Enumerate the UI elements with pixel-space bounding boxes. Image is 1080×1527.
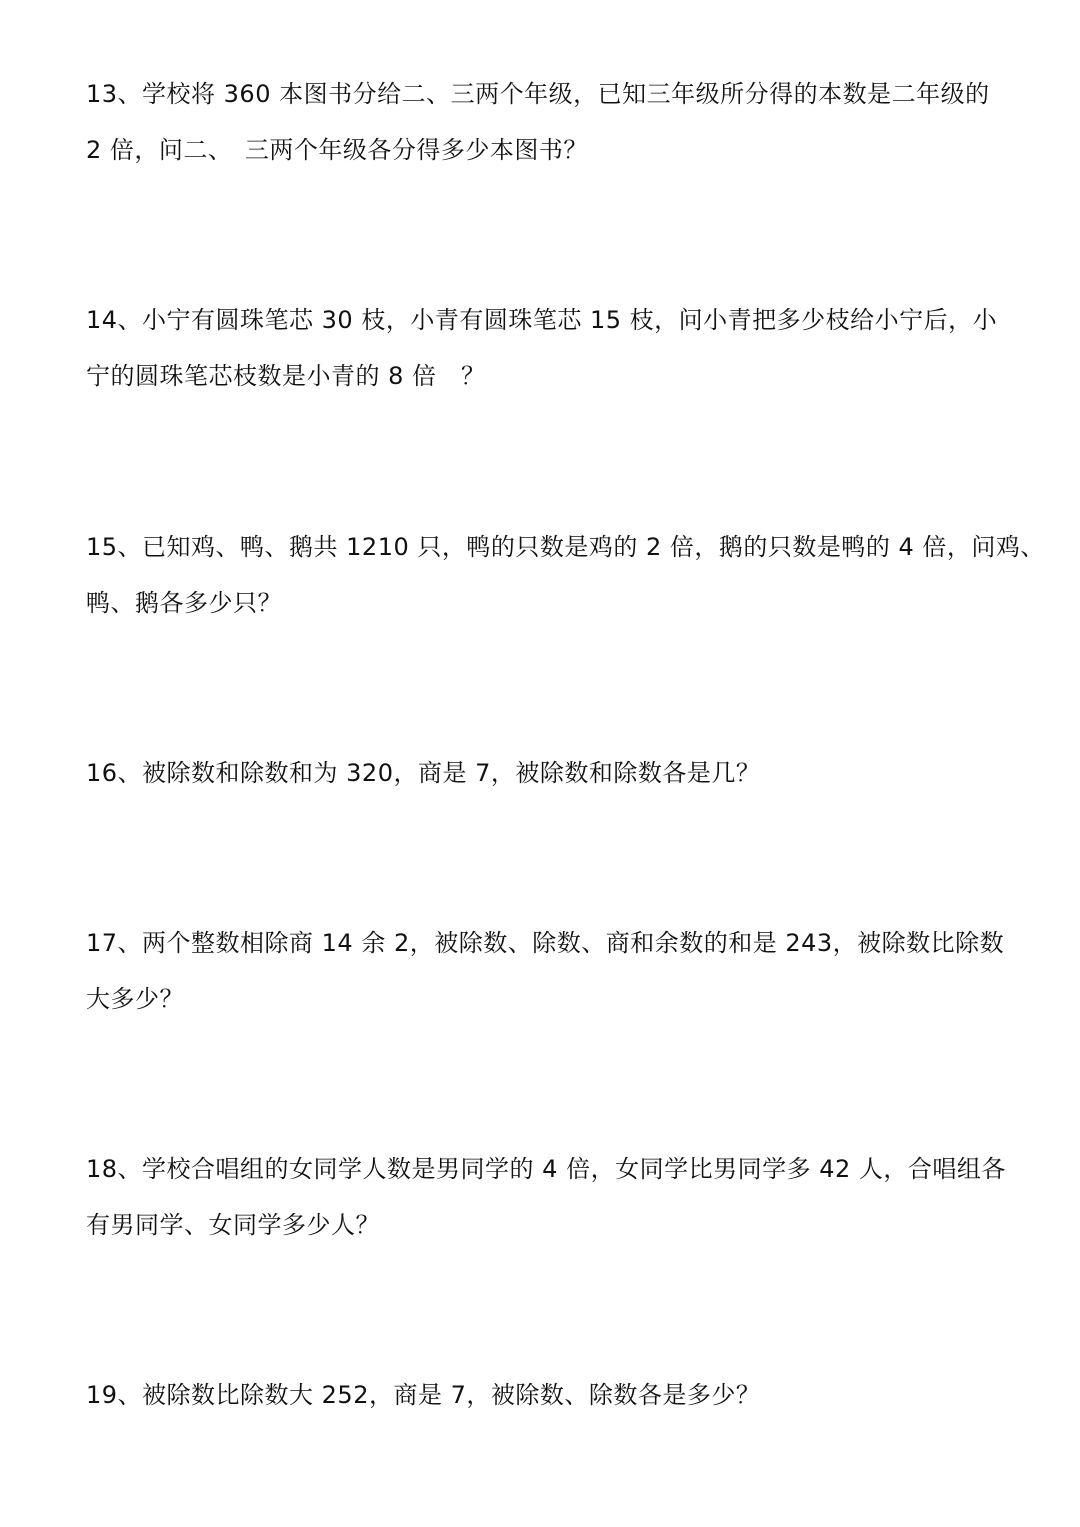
problem-14-line-2: 宁的圆珠笔芯枝数是小青的 8 倍 ？ — [86, 362, 486, 390]
problem-14-line-1: 14、小宁有圆珠笔芯 30 枝，小青有圆珠笔芯 15 枝，问小青把多少枝给小宁后，小 — [86, 306, 998, 334]
problem-16-line-1: 16、被除数和除数和为 320，商是 7，被除数和除数各是几？ — [86, 759, 761, 787]
problem-15 — [86, 519, 1045, 631]
problem-15-line-2: 鸭、鹅各多少只？ — [86, 589, 282, 617]
problem-18-line-2: 有男同学、女同学多少人？ — [86, 1211, 380, 1239]
problem-18 — [86, 1141, 1006, 1253]
problem-17 — [86, 915, 1006, 1027]
problem-15-line-1: 15、已知鸡、鸭、鹅共 1210 只，鸭的只数是鸡的 2 倍，鹅的只数是鸭的 4 倍，问鸡、 — [86, 533, 1045, 561]
problem-19-line-1: 19、被除数比除数大 252，商是 7，被除数、除数各是多少？ — [86, 1381, 761, 1409]
problem-17-line-1: 17、两个整数相除商 14 余 2，被除数、除数、商和余数的和是 243，被除数比除数 — [86, 929, 1005, 957]
problem-18-line-1: 18、学校合唱组的女同学人数是男同学的 4 倍，女同学比男同学多 42 人，合唱组各 — [86, 1155, 1006, 1183]
problem-13-line-2: 2 倍，问二、 三两个年级各分得多少本图书？ — [86, 136, 588, 164]
problem-19 — [86, 1367, 1006, 1423]
problem-13-line-1: 13、学校将 360 本图书分给二、三两个年级，已知三年级所分得的本数是二年级的 — [86, 80, 990, 108]
problem-16 — [86, 745, 1006, 801]
problem-13 — [86, 66, 1006, 178]
problem-17-line-2: 大多少？ — [86, 985, 184, 1013]
problem-14 — [86, 292, 1006, 404]
